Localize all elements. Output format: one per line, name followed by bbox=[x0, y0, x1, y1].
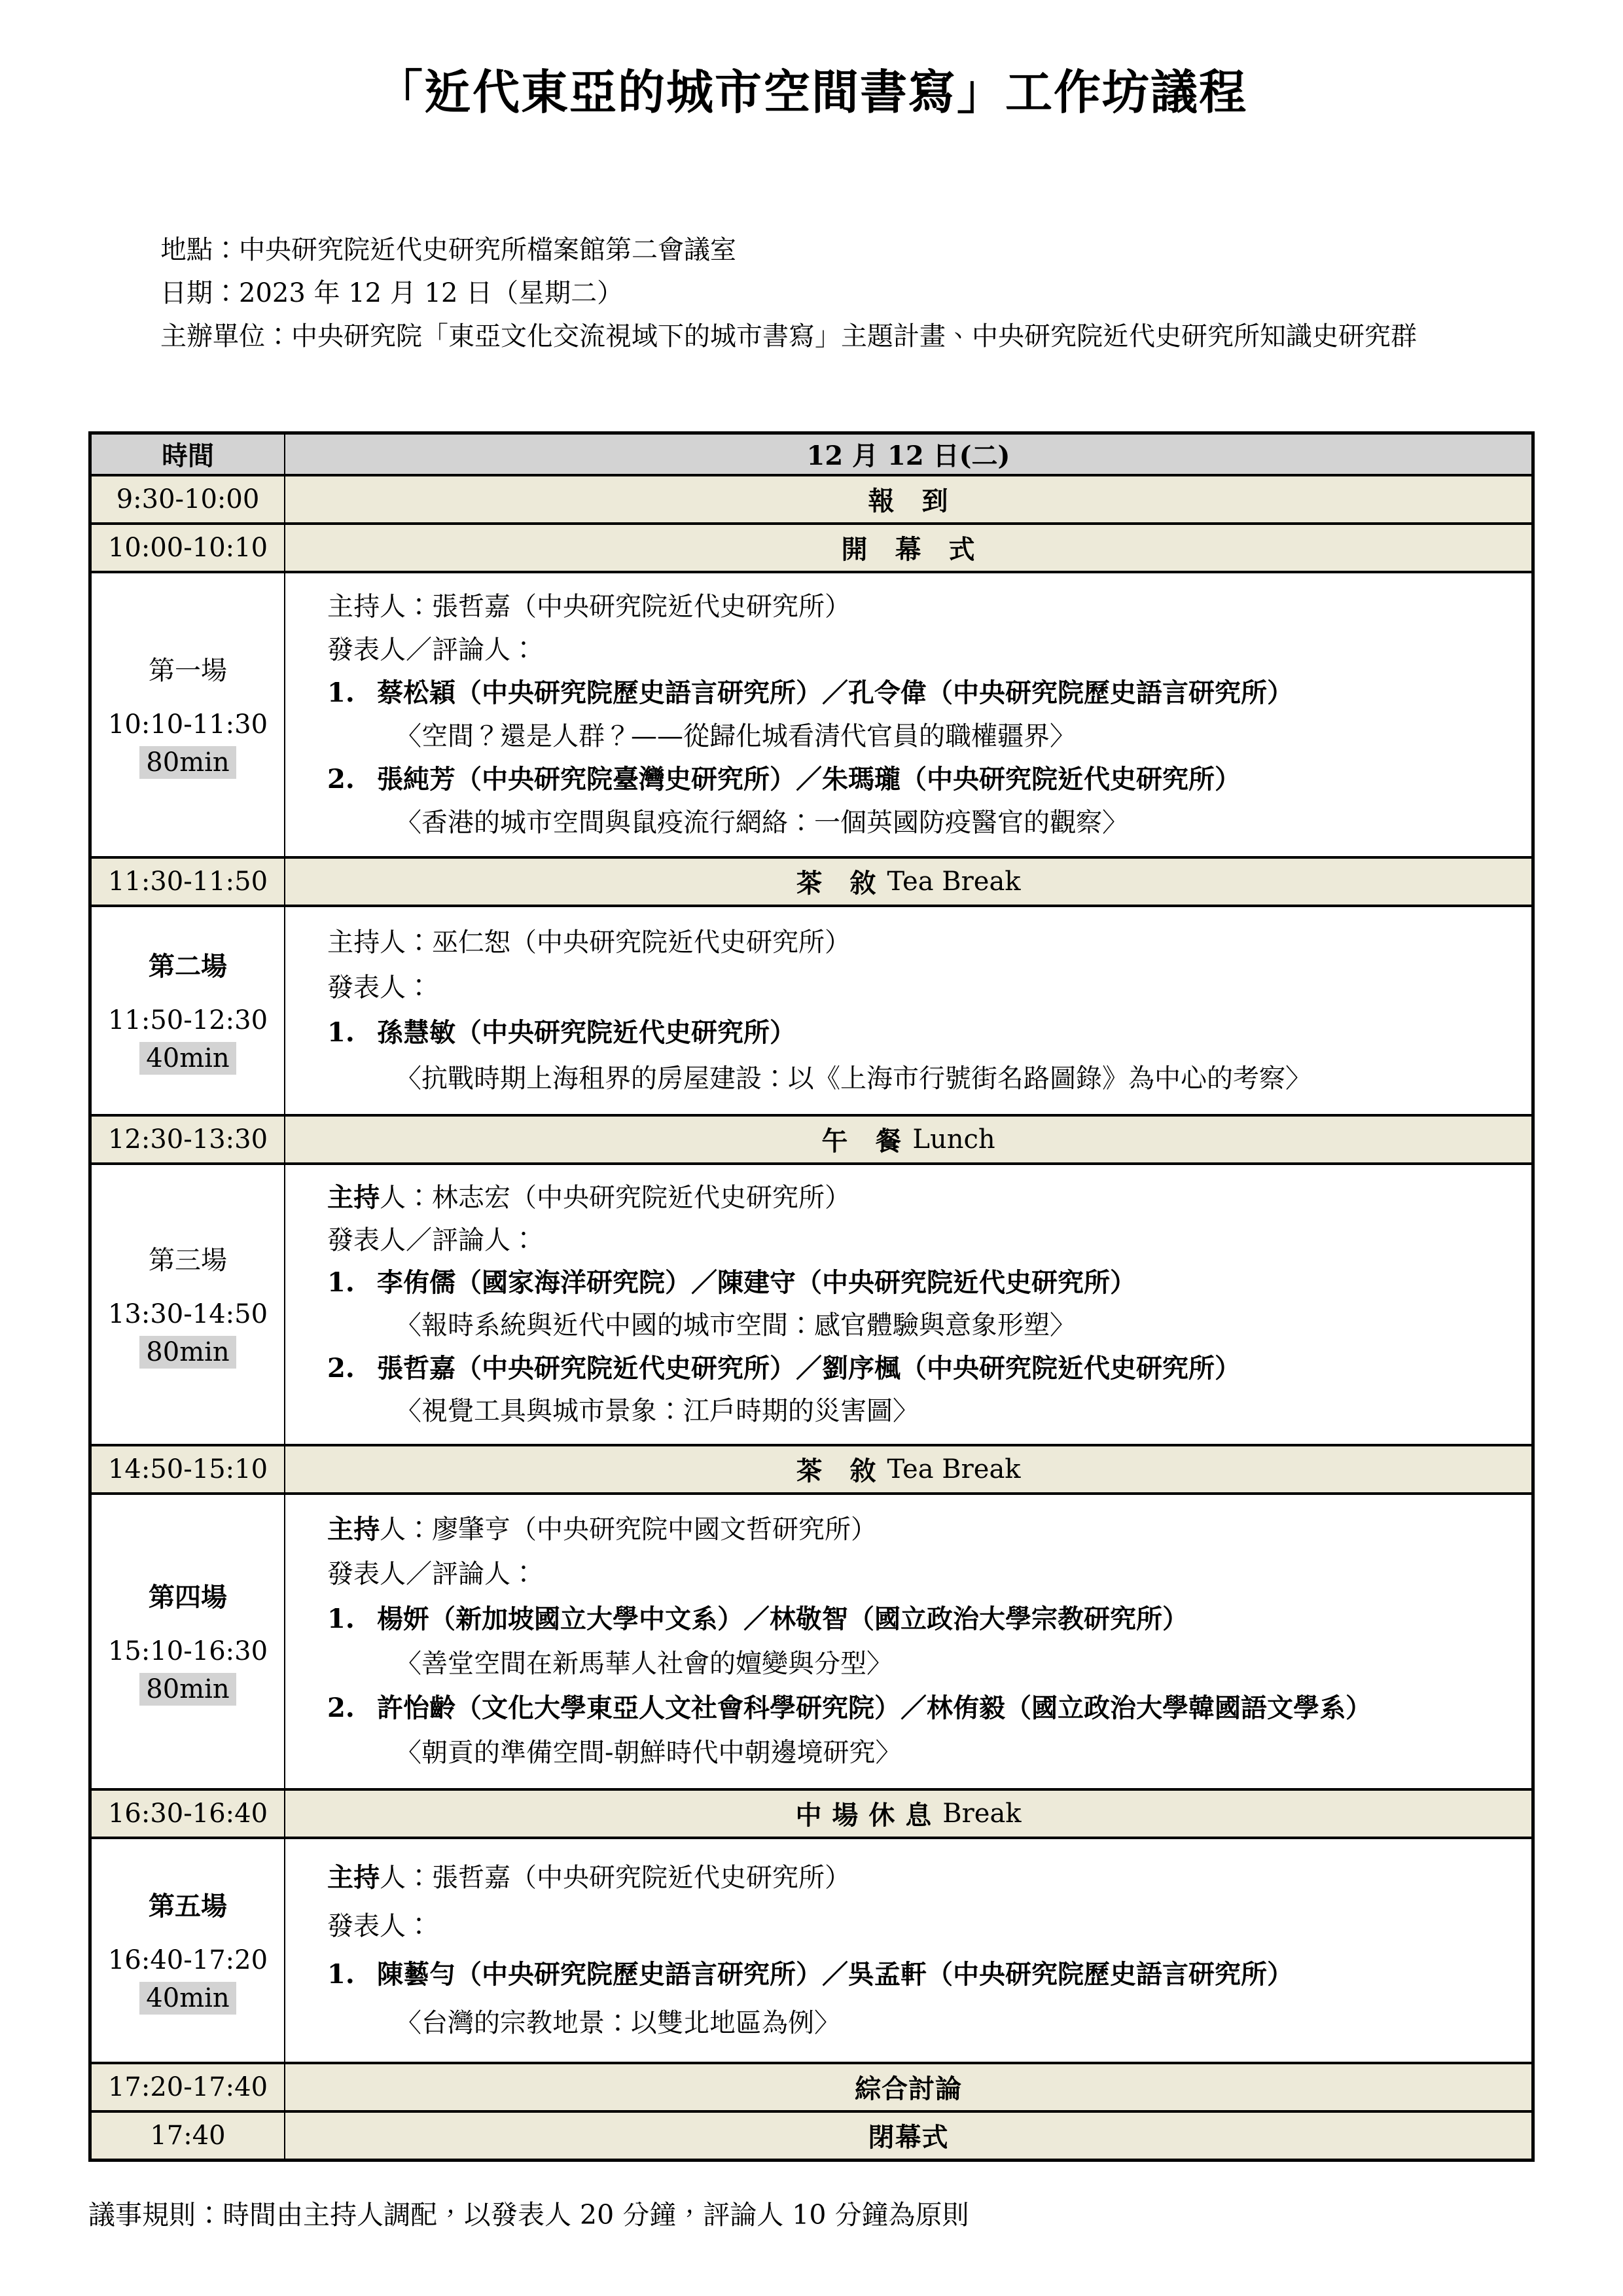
host-label-bold: 主持 bbox=[327, 1861, 380, 1893]
event-label-zh: 開 幕 式 bbox=[841, 534, 976, 565]
host-label-bold: 主持 bbox=[327, 1181, 380, 1213]
presentation-item-number: 2. bbox=[327, 763, 355, 795]
time-cell: 17:20-17:40 bbox=[92, 2064, 285, 2110]
event-label bbox=[285, 2064, 1531, 2110]
session-name: 第五場 bbox=[149, 1891, 227, 1922]
session-content-cell bbox=[285, 1165, 1531, 1444]
presentation-item-names: 楊妍（新加坡國立大學中文系）／林敬智（國立政治大學宗教研究所） bbox=[377, 1603, 1188, 1634]
presenters-heading: 發表人／評論人： bbox=[327, 1225, 537, 1256]
presentation-item-number: 2. bbox=[327, 1352, 355, 1384]
presentation-item bbox=[327, 1352, 1516, 1385]
session-duration: 40min bbox=[139, 1042, 236, 1075]
presentation-item bbox=[327, 1266, 1516, 1299]
header-date-cell: 12 月 12 日(二) bbox=[806, 440, 1010, 472]
presentation-item-names: 孫慧敏（中央研究院近代史研究所） bbox=[377, 1017, 796, 1049]
host-line: 主持人：張哲嘉（中央研究院近代史研究所） bbox=[327, 591, 851, 622]
break-row bbox=[92, 2113, 1531, 2159]
break-row bbox=[92, 476, 1531, 525]
event-label bbox=[285, 1446, 1531, 1492]
session-info-cell bbox=[92, 1839, 285, 2062]
host-label-rest: 人：林志宏（中央研究院近代史研究所） bbox=[380, 1182, 851, 1213]
presentation-item-names: 張哲嘉（中央研究院近代史研究所）／劉序楓（中央研究院近代史研究所） bbox=[377, 1352, 1241, 1384]
event-label bbox=[285, 476, 1531, 522]
presenters-heading: 發表人： bbox=[327, 1910, 432, 1941]
time-cell: 16:30-16:40 bbox=[92, 1791, 285, 1837]
info-organizer: 主辦單位：中央研究院「東亞文化交流視域下的城市書寫」主題計畫、中央研究院近代史研究所知識史研究群 bbox=[160, 321, 1417, 351]
presentation-item-names: 許怡齡（文化大學東亞人文社會科學研究院）／林侑毅（國立政治大學韓國語文學系） bbox=[377, 1693, 1372, 1724]
presentation-item bbox=[327, 677, 1516, 709]
break-row bbox=[92, 1446, 1531, 1495]
event-label-zh: 茶 敘 bbox=[796, 1456, 877, 1487]
info-date: 日期：2023 年 12 月 12 日（星期二） bbox=[160, 278, 624, 308]
presentation-item-names: 李侑儒（國家海洋研究院）／陳建守（中央研究院近代史研究所） bbox=[377, 1267, 1136, 1299]
session-row bbox=[92, 907, 1531, 1117]
table-header-row bbox=[92, 435, 1531, 476]
presentation-title: 〈抗戰時期上海租界的房屋建設：以《上海市行號街名路圖錄》為中心的考察〉 bbox=[395, 1063, 1311, 1094]
session-info-cell bbox=[92, 1165, 285, 1444]
event-label-en: Break bbox=[942, 1798, 1022, 1829]
session-content-cell bbox=[285, 573, 1531, 856]
host-line bbox=[327, 1861, 1516, 1894]
presentation-title: 〈視覺工具與城市景象：江戶時期的災害圖〉 bbox=[395, 1395, 919, 1426]
info-block bbox=[160, 228, 1623, 358]
time-cell: 17:40 bbox=[92, 2113, 285, 2159]
presentation-item-names: 張純芳（中央研究院臺灣史研究所）／朱瑪瓏（中央研究院近代史研究所） bbox=[377, 763, 1241, 795]
presentation-item-number: 1. bbox=[327, 1958, 355, 1990]
event-label-en: Tea Break bbox=[887, 866, 1021, 897]
presentation-title: 〈台灣的宗教地景：以雙北地區為例〉 bbox=[395, 2007, 840, 2038]
presentation-item bbox=[327, 1958, 1516, 1991]
event-label bbox=[285, 525, 1531, 571]
session-duration: 80min bbox=[139, 1673, 236, 1706]
presentation-title: 〈空間？還是人群？——從歸化城看清代官員的職權疆界〉 bbox=[395, 721, 1076, 751]
presentation-item bbox=[327, 1016, 1516, 1049]
time-cell: 9:30-10:00 bbox=[92, 476, 285, 522]
host-line bbox=[327, 1181, 1516, 1214]
session-content-cell bbox=[285, 1495, 1531, 1788]
session-row bbox=[92, 1495, 1531, 1791]
event-label bbox=[285, 1117, 1531, 1162]
session-name: 第四場 bbox=[149, 1582, 227, 1613]
event-label-zh: 閉幕式 bbox=[868, 2122, 949, 2153]
agenda-table bbox=[88, 431, 1535, 2162]
presentation-item-names: 蔡松穎（中央研究院歷史語言研究所）／孔令偉（中央研究院歷史語言研究所） bbox=[377, 677, 1293, 708]
session-row bbox=[92, 1839, 1531, 2064]
event-label-en: Lunch bbox=[912, 1124, 995, 1155]
session-info-cell bbox=[92, 573, 285, 856]
session-content-cell bbox=[285, 907, 1531, 1114]
break-row bbox=[92, 2064, 1531, 2113]
header-time-cell: 時間 bbox=[92, 435, 285, 474]
break-row bbox=[92, 525, 1531, 573]
presentation-item-number: 1. bbox=[327, 1603, 355, 1634]
presentation-item bbox=[327, 1603, 1516, 1636]
session-duration: 80min bbox=[139, 746, 236, 779]
session-info-cell bbox=[92, 1495, 285, 1788]
time-cell: 14:50-15:10 bbox=[92, 1446, 285, 1492]
presentation-item-number: 1. bbox=[327, 1267, 355, 1299]
event-label-en: Tea Break bbox=[887, 1454, 1021, 1484]
session-row bbox=[92, 1165, 1531, 1446]
session-time: 15:10-16:30 bbox=[107, 1636, 268, 1667]
time-cell: 12:30-13:30 bbox=[92, 1117, 285, 1162]
presenters-heading: 發表人／評論人： bbox=[327, 1559, 537, 1590]
host-label-bold: 主持 bbox=[327, 1514, 380, 1545]
presentation-title: 〈朝貢的準備空間-朝鮮時代中朝邊境研究〉 bbox=[395, 1738, 902, 1768]
session-duration: 40min bbox=[139, 1982, 236, 2015]
event-label-zh: 茶 敘 bbox=[796, 868, 877, 899]
session-content-cell bbox=[285, 1839, 1531, 2062]
host-line: 主持人：巫仁恕（中央研究院近代史研究所） bbox=[327, 927, 851, 958]
presentation-item-names: 陳藝勻（中央研究院歷史語言研究所）／吳孟軒（中央研究院歷史語言研究所） bbox=[377, 1958, 1293, 1990]
event-label bbox=[285, 1791, 1531, 1837]
presentation-item-number: 2. bbox=[327, 1693, 355, 1724]
event-label-zh: 午 餐 bbox=[821, 1126, 902, 1157]
break-row bbox=[92, 859, 1531, 907]
session-duration: 80min bbox=[139, 1336, 236, 1369]
break-row bbox=[92, 1117, 1531, 1165]
break-row bbox=[92, 1791, 1531, 1839]
event-label-zh: 綜合討論 bbox=[855, 2073, 962, 2105]
rules-note: 議事規則：時間由主持人調配，以發表人 20 分鐘，評論人 10 分鐘為原則 bbox=[88, 2198, 969, 2231]
presentation-title: 〈香港的城市空間與鼠疫流行網絡：一個英國防疫醫官的觀察〉 bbox=[395, 807, 1128, 838]
presentation-item bbox=[327, 763, 1516, 796]
presentation-item bbox=[327, 1692, 1516, 1725]
session-row bbox=[92, 573, 1531, 859]
host-label-rest: 人：廖肇亨（中央研究院中國文哲研究所） bbox=[380, 1515, 877, 1545]
presentation-item-number: 1. bbox=[327, 1017, 355, 1049]
event-label bbox=[285, 859, 1531, 905]
session-time: 11:50-12:30 bbox=[107, 1005, 268, 1036]
event-label-zh: 報 到 bbox=[868, 486, 949, 517]
host-label-rest: 人：張哲嘉（中央研究院近代史研究所） bbox=[380, 1862, 851, 1893]
session-time: 10:10-11:30 bbox=[107, 709, 268, 740]
time-cell: 11:30-11:50 bbox=[92, 859, 285, 905]
session-name: 第三場 bbox=[149, 1246, 227, 1276]
page-title: 「近代東亞的城市空間書寫」工作坊議程 bbox=[375, 64, 1247, 120]
time-cell: 10:00-10:10 bbox=[92, 525, 285, 571]
presentation-title: 〈報時系統與近代中國的城市空間：感官體驗與意象形塑〉 bbox=[395, 1310, 1076, 1341]
presentation-title: 〈善堂空間在新馬華人社會的嬗變與分型〉 bbox=[395, 1648, 893, 1679]
session-time: 13:30-14:50 bbox=[107, 1299, 268, 1330]
event-label bbox=[285, 2113, 1531, 2159]
presentation-item-number: 1. bbox=[327, 677, 355, 708]
session-info-cell bbox=[92, 907, 285, 1114]
session-name: 第二場 bbox=[149, 951, 227, 982]
session-time: 16:40-17:20 bbox=[107, 1945, 268, 1976]
presenters-heading: 發表人／評論人： bbox=[327, 634, 537, 665]
host-line bbox=[327, 1513, 1516, 1546]
info-location: 地點：中央研究院近代史研究所檔案館第二會議室 bbox=[160, 234, 736, 265]
event-label-zh: 中 場 休 息 bbox=[795, 1800, 933, 1831]
presenters-heading: 發表人： bbox=[327, 973, 432, 1003]
session-name: 第一場 bbox=[149, 656, 227, 687]
